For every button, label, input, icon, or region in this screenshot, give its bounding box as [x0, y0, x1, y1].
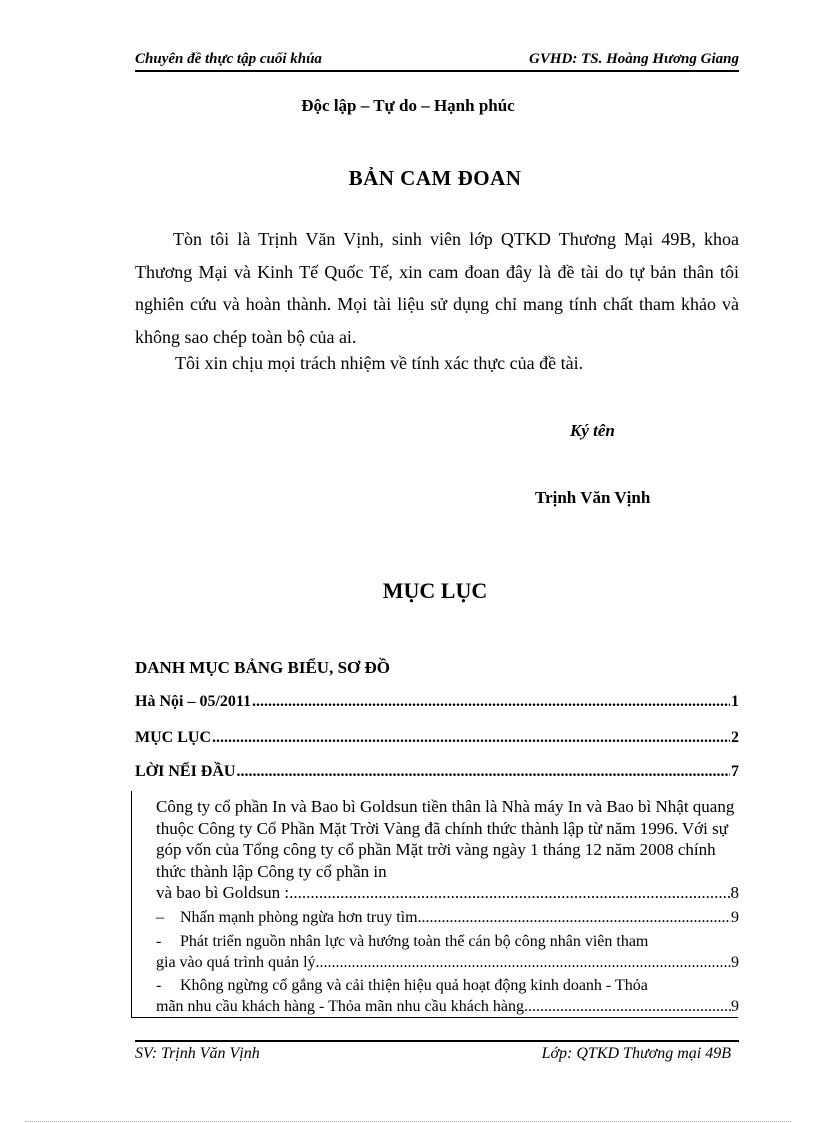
toc-company-lastline: [156, 882, 739, 904]
toc-leader: [289, 882, 730, 904]
toc-title: MỤC LỤC: [382, 578, 488, 603]
declaration-text: Tòn tôi là Trịnh Văn Vịnh, sinh viên lớp QTKD Thương Mại 49B, khoa Thương Mại và Kinh Tế Quốc Tế, xin cam đoan đây là đề tài do tự bản thân tôi nghiên cứu và hoàn thành. Mọi tài liệu sử dụng chỉ mang tính chất tham khảo và không sao chép toàn bộ của ai.: [135, 229, 739, 347]
bullet-mark: -: [156, 977, 162, 994]
footer-student: SV: Trịnh Văn Vịnh: [135, 1045, 260, 1062]
toc-leader: [236, 763, 730, 781]
toc-bullet-entry[interactable]: [156, 975, 739, 1017]
bullet-text: Không ngừng cố gắng và cải thiện hiệu quả hoạt động kinh doanh - Thỏa: [180, 977, 648, 994]
signature-label: Ký tên: [570, 421, 615, 440]
responsibility-paragraph: Tôi xin chịu mọi trách nhiệm về tính xác thực của đề tài.: [175, 353, 584, 373]
toc-leader: [252, 693, 730, 711]
toc-entry-text: Hà Nội – 05/2011: [135, 693, 252, 710]
toc-company-page: 8: [730, 883, 739, 902]
toc-company-last: và bao bì Goldsun :: [156, 883, 290, 902]
toc-entry-text: LỜI NỂI ĐẦU: [135, 763, 236, 780]
toc-leader: [316, 952, 731, 973]
toc-company-text: Công ty cổ phần In và Bao bì Goldsun tiền thân là Nhà máy In và Bao bì Nhật quang thuộc Công ty Cổ Phần Mặt Trời Vàng đã chính thức thành lập từ năm 1996. Với sự góp vốn của Tổng công ty cổ phần Mặt trời vàng ngày 1 tháng 12 năm 2008 chính thức thành lập Công ty cổ phần in: [156, 797, 735, 881]
toc-entry[interactable]: [135, 763, 739, 781]
toc-bullet-entry[interactable]: [156, 931, 739, 973]
header-course-title: Chuyên đề thực tập cuối khúa: [135, 51, 322, 67]
toc-entry-text: MỤC LỤC: [135, 729, 211, 746]
page-bottom-divider: [25, 1121, 791, 1122]
footer-class: Lớp: QTKD Thương mại 49B: [541, 1045, 731, 1062]
toc-entry-page: 7: [731, 763, 739, 780]
toc-entry[interactable]: [135, 729, 739, 747]
bullet-last: mãn nhu cầu khách hàng - Thỏa mãn nhu cầu khách hàng: [156, 998, 525, 1015]
toc-leader: [418, 907, 731, 928]
toc-company-entry[interactable]: [156, 796, 739, 904]
toc-leader: [212, 729, 730, 747]
bullet-text: Nhấn mạnh phòng ngừa hơn truy tìm: [180, 909, 418, 926]
toc-heading: DANH MỤC BẢNG BIỂU, SƠ ĐỒ: [135, 658, 391, 677]
toc-leader: [524, 996, 731, 1017]
page-footer: [135, 1040, 739, 1072]
bullet-page: 9: [731, 998, 739, 1015]
signature-name: Trịnh Văn Vịnh: [535, 488, 651, 507]
bullet-mark: –: [156, 909, 164, 926]
toc-bullet-entry[interactable]: [156, 907, 739, 928]
page-header: [135, 50, 739, 72]
toc-entry-page: 1: [731, 693, 739, 710]
header-supervisor: GVHD: TS. Hoàng Hương Giang: [529, 51, 739, 67]
toc-entry[interactable]: [135, 693, 739, 711]
toc-entry-page: 2: [731, 729, 739, 746]
bullet-last: gia vào quá trình quản lý: [156, 954, 316, 971]
motto: Độc lập – Tự do – Hạnh phúc: [301, 96, 515, 115]
bullet-page: 9: [731, 954, 739, 971]
declaration-paragraph: [135, 223, 739, 353]
bullet-text: Phát triển nguồn nhân lực và hướng toàn thể cán bộ công nhân viên tham: [180, 933, 649, 950]
bullet-mark: -: [156, 933, 162, 950]
page-title: BẢN CAM ĐOAN: [348, 166, 522, 190]
bullet-page: 9: [731, 909, 739, 926]
